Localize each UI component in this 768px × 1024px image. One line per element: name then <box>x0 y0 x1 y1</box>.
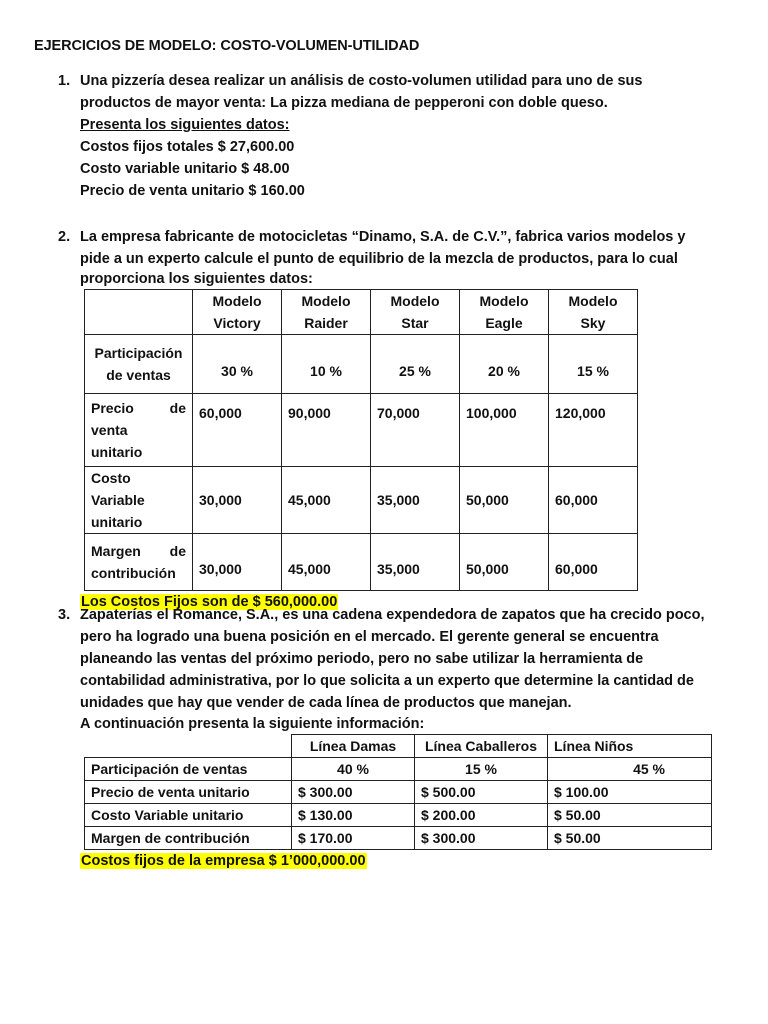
table-cell: 15 % <box>415 758 548 781</box>
row-label: Costo Variable unitario <box>85 467 193 534</box>
table-cell: 45,000 <box>282 467 371 534</box>
table-row <box>85 804 712 827</box>
table-cell: 50,000 <box>460 467 549 534</box>
table-cell: 30,000 <box>193 467 282 534</box>
table-cell: $ 50.00 <box>548 804 712 827</box>
exercise-1-line-2: productos de mayor venta: La pizza mediana de pepperoni con doble queso. <box>80 95 608 111</box>
exercise-1-variable-cost: Costo variable unitario $ 48.00 <box>80 161 290 177</box>
row-label: Participación de ventas <box>85 335 193 394</box>
table-cell: 60,000 <box>549 534 638 591</box>
table-cell: 60,000 <box>549 467 638 534</box>
exercise-3-line-1: Zapaterías el Romance, S.A., es una cadena expendedora de zapatos que ha crecido poco, <box>80 607 705 623</box>
product-lines-header-row <box>85 735 712 758</box>
table-cell: 35,000 <box>371 467 460 534</box>
table-cell: $ 300.00 <box>415 827 548 850</box>
exercise-1-subtitle: Presenta los siguientes datos: <box>80 117 290 133</box>
product-lines-header: Línea Niños <box>548 735 712 758</box>
table-row <box>85 335 638 394</box>
exercise-2-line-1: La empresa fabricante de motocicletas “Dinamo, S.A. de C.V.”, fabrica varios modelos y <box>80 229 686 245</box>
exercise-3-line-3: planeando las ventas del próximo periodo, pero no sabe utilizar la herramienta de <box>80 651 644 667</box>
exercise-1-sale-price: Precio de venta unitario $ 160.00 <box>80 183 305 199</box>
table-row <box>85 781 712 804</box>
table-cell: 45 % <box>548 758 712 781</box>
exercise-3-line-2: pero ha logrado una buena posición en el mercado. El gerente general se encuentra <box>80 629 659 645</box>
row-label: Margen de contribución <box>85 827 292 850</box>
table-cell: $ 200.00 <box>415 804 548 827</box>
table-cell: 90,000 <box>282 394 371 467</box>
table-cell: 120,000 <box>549 394 638 467</box>
table-cell: 50,000 <box>460 534 549 591</box>
table-cell: 45,000 <box>282 534 371 591</box>
table-cell: 30,000 <box>193 534 282 591</box>
models-table-header: Modelo Star <box>371 290 460 335</box>
exercise-3-fixed-costs: Costos fijos de la empresa $ 1’000,000.00 <box>81 853 366 869</box>
models-table-header: Modelo Sky <box>549 290 638 335</box>
product-lines-header: Línea Caballeros <box>415 735 548 758</box>
table-cell: 30 % <box>193 335 282 394</box>
models-table-header: Modelo Raider <box>282 290 371 335</box>
exercise-2-line-2: pide a un experto calcule el punto de equilibrio de la mezcla de productos, para lo cual <box>80 251 678 267</box>
table-row <box>85 394 638 467</box>
row-label: Precio de venta unitario <box>85 781 292 804</box>
row-label: Precio de venta unitario <box>85 394 193 467</box>
table-row <box>85 758 712 781</box>
table-cell: 20 % <box>460 335 549 394</box>
exercise-3-intro: A continuación presenta la siguiente información: <box>80 716 425 732</box>
table-cell: 100,000 <box>460 394 549 467</box>
exercise-1-line-1: Una pizzería desea realizar un análisis de costo-volumen utilidad para uno de sus <box>80 73 643 89</box>
table-row <box>85 827 712 850</box>
row-label: Participación de ventas <box>85 758 292 781</box>
row-label: Margen de contribución <box>85 534 193 591</box>
table-row <box>85 467 638 534</box>
table-cell: $ 130.00 <box>292 804 415 827</box>
exercise-3-line-5: unidades que hay que vender de cada línea de productos que manejan. <box>80 695 572 711</box>
models-table-corner <box>85 290 193 335</box>
table-cell: 15 % <box>549 335 638 394</box>
models-table <box>84 289 638 591</box>
product-lines-header: Línea Damas <box>292 735 415 758</box>
table-cell: 60,000 <box>193 394 282 467</box>
table-cell: 10 % <box>282 335 371 394</box>
exercise-1-fixed-costs: Costos fijos totales $ 27,600.00 <box>80 139 295 155</box>
exercise-3-line-4: contabilidad administrativa, por lo que solicita a un experto que determine la cantidad de <box>80 673 694 689</box>
table-cell: $ 50.00 <box>548 827 712 850</box>
exercise-1-number: 1. <box>58 73 71 89</box>
document-title: EJERCICIOS DE MODELO: COSTO-VOLUMEN-UTILIDAD <box>34 38 420 54</box>
exercise-3 <box>58 604 746 872</box>
table-cell: $ 300.00 <box>292 781 415 804</box>
exercise-2-fixed-costs: Los Costos Fijos son de $ 560,000.00 <box>81 594 338 610</box>
models-table-header-row <box>85 290 638 335</box>
exercise-3-number: 3. <box>58 607 71 623</box>
exercise-2-number: 2. <box>58 229 71 245</box>
row-label: Costo Variable unitario <box>85 804 292 827</box>
product-lines-table <box>84 734 712 850</box>
models-table-header: Modelo Eagle <box>460 290 549 335</box>
table-cell: $ 170.00 <box>292 827 415 850</box>
exercise-2-line-3: proporciona los siguientes datos: <box>80 271 313 287</box>
exercise-2 <box>58 226 746 613</box>
models-table-header: Modelo Victory <box>193 290 282 335</box>
product-lines-corner <box>85 735 292 758</box>
table-cell: 70,000 <box>371 394 460 467</box>
exercise-1 <box>58 70 746 202</box>
table-cell: 40 % <box>292 758 415 781</box>
table-cell: $ 500.00 <box>415 781 548 804</box>
table-cell: 35,000 <box>371 534 460 591</box>
table-cell: $ 100.00 <box>548 781 712 804</box>
table-row <box>85 534 638 591</box>
table-cell: 25 % <box>371 335 460 394</box>
